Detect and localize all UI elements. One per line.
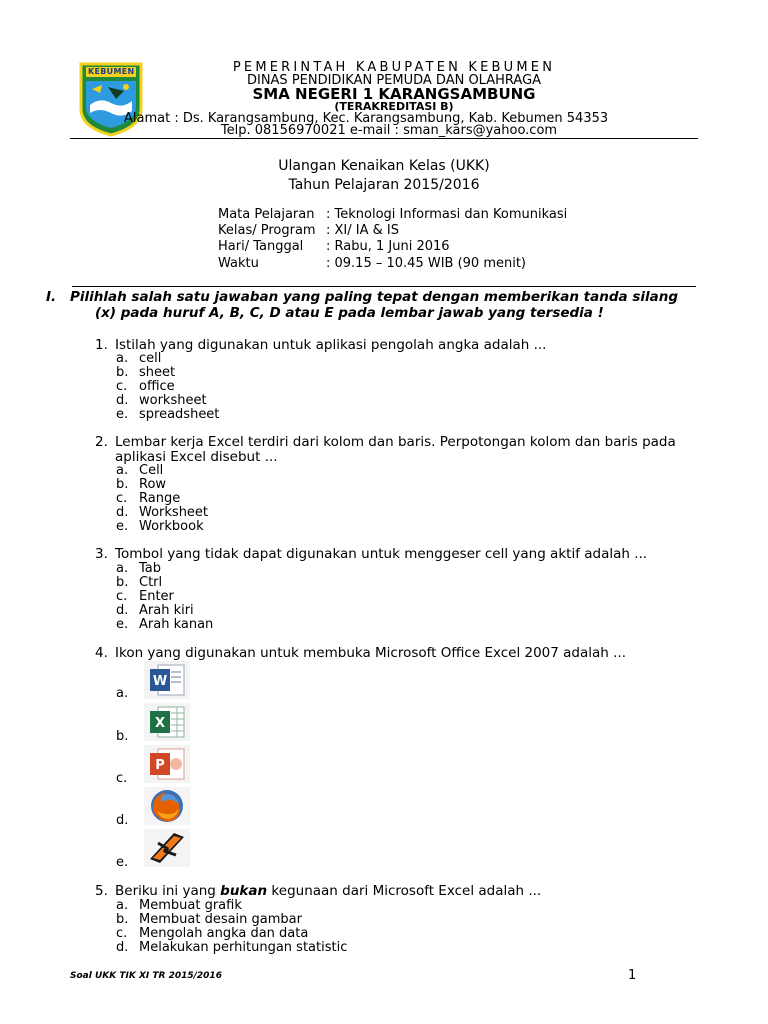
option-letter: e. xyxy=(116,407,129,422)
option-letter: d. xyxy=(116,603,129,618)
meta-value: : Teknologi Informasi dan Komunikasi xyxy=(326,207,568,222)
option-2a xyxy=(116,463,163,478)
meta-value: : 09.15 – 10.45 WIB (90 menit) xyxy=(326,256,527,271)
meta-label: Hari/ Tanggal xyxy=(218,239,304,254)
option-2e xyxy=(116,519,204,534)
option-letter: c. xyxy=(116,926,128,941)
option-5c xyxy=(116,926,308,941)
option-text: Enter xyxy=(139,589,174,604)
option-letter: d. xyxy=(116,393,129,408)
meta-label: Mata Pelajaran xyxy=(218,207,315,222)
option-3d xyxy=(116,603,194,618)
question-text: Lembar kerja Excel terdiri dari kolom dan baris. Perpotongan kolom dan baris pada xyxy=(115,434,676,450)
question-number: 2. xyxy=(95,434,108,450)
option-text: cell xyxy=(139,351,162,366)
accreditation: (TERAKREDITASI B) xyxy=(334,100,454,113)
option-letter: a. xyxy=(116,463,129,478)
option-letter: a. xyxy=(116,561,129,576)
option-text: Workbook xyxy=(139,519,204,534)
option-2d xyxy=(116,505,208,520)
footer-title: Soal UKK TIK XI TR 2015/2016 xyxy=(70,971,222,981)
option-letter: e. xyxy=(116,519,129,534)
option-letter: d. xyxy=(116,940,129,955)
option-letter: b. xyxy=(116,477,129,492)
question-text-pre: Beriku ini yang xyxy=(115,883,221,899)
option-text: Cell xyxy=(139,463,164,478)
option-text: Row xyxy=(139,477,167,492)
meta-value: : Rabu, 1 Juni 2016 xyxy=(326,239,450,254)
option-2b xyxy=(116,477,166,492)
option-text: Melakukan perhitungan statistic xyxy=(139,940,348,955)
meta-value: : XI/ IA & IS xyxy=(326,223,399,238)
option-letter: c. xyxy=(116,589,128,604)
question-text: Istilah yang digunakan untuk aplikasi pengolah angka adalah ... xyxy=(115,337,547,353)
option-letter: b. xyxy=(116,365,129,380)
exam-year: Tahun Pelajaran 2015/2016 xyxy=(288,177,480,193)
option-text: Ctrl xyxy=(139,575,163,590)
option-letter: c. xyxy=(116,379,128,394)
svg-text:X: X xyxy=(154,716,166,731)
instruction-line-2: (x) pada huruf A, B, C, D atau E pada lembar jawab yang tersedia ! xyxy=(95,305,604,321)
option-letter: d. xyxy=(116,505,129,520)
svg-text:P: P xyxy=(155,758,165,773)
option-text: Membuat desain gambar xyxy=(139,912,302,927)
option-letter: a. xyxy=(116,351,129,366)
option-letter: a. xyxy=(116,898,129,913)
section-number: I. xyxy=(46,289,57,305)
option-text: Tab xyxy=(139,561,162,576)
option-4a xyxy=(116,686,139,701)
option-text: spreadsheet xyxy=(139,407,220,422)
option-1e xyxy=(116,407,219,422)
question-text: Tombol yang tidak dapat digunakan untuk menggeser cell yang aktif adalah ... xyxy=(115,546,648,562)
option-4c xyxy=(116,771,139,786)
instruction-line-1: Pilihlah salah satu jawaban yang paling tepat dengan memberikan tanda silang xyxy=(70,289,678,305)
excel-icon xyxy=(144,703,190,741)
option-2c xyxy=(116,491,180,506)
powerpoint-icon xyxy=(144,745,190,783)
option-4b xyxy=(116,729,139,744)
option-text: Range xyxy=(139,491,181,506)
option-text: Worksheet xyxy=(139,505,209,520)
letterhead-divider xyxy=(70,138,698,139)
exam-title: Ulangan Kenaikan Kelas (UKK) xyxy=(278,158,490,174)
word-icon xyxy=(144,661,190,699)
meta-row-subject xyxy=(218,207,567,222)
option-letter: d. xyxy=(116,813,129,828)
option-letter: b. xyxy=(116,729,129,744)
meta-row-date xyxy=(218,239,450,254)
question-text-post: kegunaan dari Microsoft Excel adalah ... xyxy=(267,883,542,899)
option-5d xyxy=(116,940,347,955)
option-4d xyxy=(116,813,139,828)
option-text: Mengolah angka dan data xyxy=(139,926,309,941)
option-text: sheet xyxy=(139,365,176,380)
school-name: SMA NEGERI 1 KARANGSAMBUNG xyxy=(252,85,536,103)
page-number: 1 xyxy=(628,968,637,983)
school-address: Alamat : Ds. Karangsambung, Kec. Karangsambung, Kab. Kebumen 54353 xyxy=(124,111,609,126)
option-1d xyxy=(116,393,207,408)
option-1b xyxy=(116,365,175,380)
option-letter: e. xyxy=(116,855,129,870)
option-text: Arah kanan xyxy=(139,617,214,632)
option-5b xyxy=(116,912,302,927)
department-heading: DINAS PENDIDIKAN PEMUDA DAN OLAHRAGA xyxy=(246,73,542,88)
question-2-line-2: aplikasi Excel disebut ... xyxy=(115,449,278,465)
meta-label: Waktu xyxy=(218,256,259,271)
question-4 xyxy=(95,645,626,661)
option-text: Arah kiri xyxy=(139,603,194,618)
option-text: Membuat grafik xyxy=(139,898,242,913)
meta-row-time xyxy=(218,256,526,271)
option-letter: c. xyxy=(116,771,128,786)
option-letter: e. xyxy=(116,617,129,632)
option-3a xyxy=(116,561,161,576)
option-letter: b. xyxy=(116,912,129,927)
meta-row-class xyxy=(218,223,399,238)
option-3c xyxy=(116,589,174,604)
winamp-icon xyxy=(144,829,190,867)
question-2 xyxy=(95,434,676,450)
option-1a xyxy=(116,351,161,366)
option-5a xyxy=(116,898,242,913)
firefox-icon xyxy=(144,787,190,825)
option-letter: a. xyxy=(116,686,129,701)
option-3e xyxy=(116,617,213,632)
option-text: office xyxy=(139,379,175,394)
school-contact: Telp. 08156970021 e-mail : sman_kars@yahoo.com xyxy=(220,123,558,138)
question-number: 1. xyxy=(95,337,108,353)
meta-divider xyxy=(72,286,696,287)
option-text: worksheet xyxy=(139,393,207,408)
option-1c xyxy=(116,379,175,394)
question-text: Ikon yang digunakan untuk membuka Microsoft Office Excel 2007 adalah ... xyxy=(115,645,627,661)
question-5 xyxy=(95,883,541,899)
meta-label: Kelas/ Program xyxy=(218,223,316,238)
question-3 xyxy=(95,546,647,562)
logo-text: KEBUMEN xyxy=(88,67,135,76)
question-number: 4. xyxy=(95,645,108,661)
question-number: 3. xyxy=(95,546,108,562)
option-4e xyxy=(116,855,139,870)
option-letter: c. xyxy=(116,491,128,506)
option-letter: b. xyxy=(116,575,129,590)
option-3b xyxy=(116,575,162,590)
question-emphasis: bukan xyxy=(220,883,268,899)
question-1 xyxy=(95,337,546,353)
question-number: 5. xyxy=(95,883,108,899)
government-heading: PEMERINTAH KABUPATEN KEBUMEN xyxy=(232,60,556,75)
svg-text:W: W xyxy=(152,674,168,689)
